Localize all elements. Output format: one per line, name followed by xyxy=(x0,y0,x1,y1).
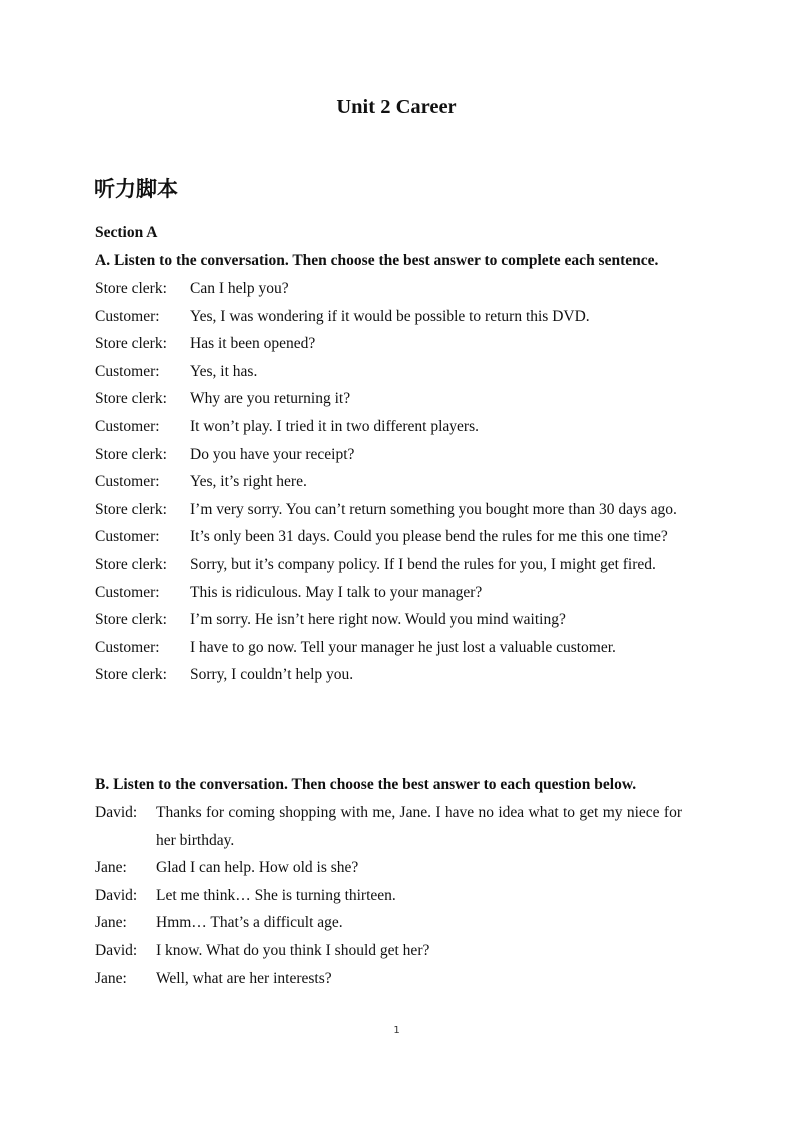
speaker-label: David: xyxy=(95,804,138,821)
dialog-line xyxy=(95,606,682,634)
dialog-line xyxy=(95,551,682,579)
utterance-text: I’m sorry. He isn’t here right now. Would you mind waiting? xyxy=(190,611,566,629)
speaker-label: Jane: xyxy=(95,914,127,932)
utterance-text: I’m very sorry. You can’t return something you bought more than 30 days ago. xyxy=(190,500,677,518)
utterance-text: It won’t play. I tried it in two different players. xyxy=(190,417,479,435)
part-b-dialog xyxy=(95,799,682,992)
speaker-label: Jane: xyxy=(95,859,127,877)
utterance-text: Sorry, but it’s company policy. If I bend the rules for you, I might get fired. xyxy=(190,555,656,573)
utterance-text: This is ridiculous. May I talk to your manager? xyxy=(190,583,483,601)
speaker-label: David: xyxy=(95,886,138,904)
dialog-line xyxy=(95,275,682,303)
dialog-line xyxy=(95,468,682,496)
dialog-line xyxy=(95,799,682,854)
speaker-label: Customer: xyxy=(95,583,160,601)
utterance-text: I have to go now. Tell your manager he just lost a valuable customer. xyxy=(190,638,616,656)
dialog-line xyxy=(95,496,682,524)
speaker-label: Customer: xyxy=(95,417,160,435)
dialog-line xyxy=(95,634,682,662)
dialog-line xyxy=(95,358,682,386)
utterance-text: Glad I can help. How old is she? xyxy=(156,859,359,877)
utterance-text: Well, what are her interests? xyxy=(156,969,332,987)
dialog-line xyxy=(95,937,682,965)
speaker-label: Store clerk: xyxy=(95,335,167,353)
speaker-label: Store clerk: xyxy=(95,500,167,518)
utterance-text: Sorry, I couldn’t help you. xyxy=(190,666,354,684)
utterance-text: Can I help you? xyxy=(190,280,289,297)
dialog-line xyxy=(95,579,682,607)
speaker-label: Customer: xyxy=(95,362,160,380)
utterance-text: Hmm… That’s a difficult age. xyxy=(156,914,343,932)
utterance-text: Has it been opened? xyxy=(190,335,316,353)
dialog-line xyxy=(95,965,682,993)
utterance-text: Do you have your receipt? xyxy=(190,445,355,463)
dialog-line xyxy=(95,661,682,689)
dialog-line xyxy=(95,854,682,882)
section-label: Section A xyxy=(95,224,158,241)
utterance-text: Thanks for coming shopping with me, Jane. I have no idea what to get my niece for her birthday. xyxy=(156,804,682,849)
speaker-label: Store clerk: xyxy=(95,280,167,297)
listening-script-heading: 听力脚本 xyxy=(94,177,178,201)
dialog-line xyxy=(95,303,682,331)
utterance-text: I know. What do you think I should get her? xyxy=(156,941,430,959)
utterance-text: Yes, it’s right here. xyxy=(190,473,307,491)
utterance-text: Let me think… She is turning thirteen. xyxy=(156,886,396,904)
utterance-text: It’s only been 31 days. Could you please bend the rules for me this one time? xyxy=(190,528,668,546)
dialog-line xyxy=(95,523,682,551)
part-b-instruction: B. Listen to the conversation. Then choose the best answer to each question below. xyxy=(95,776,637,793)
document-title: Unit 2 Career xyxy=(336,96,457,118)
utterance-text: Yes, I was wondering if it would be possible to return this DVD. xyxy=(190,307,590,325)
part-a-dialog xyxy=(95,275,682,689)
page-number: 1 xyxy=(393,1025,400,1036)
speaker-label: Store clerk: xyxy=(95,611,167,629)
dialog-line xyxy=(95,441,682,469)
dialog-line xyxy=(95,330,682,358)
speaker-label: Customer: xyxy=(95,307,160,325)
dialog-line xyxy=(95,882,682,910)
speaker-label: Store clerk: xyxy=(95,390,167,408)
speaker-label: Store clerk: xyxy=(95,555,167,573)
utterance-text: Yes, it has. xyxy=(190,362,258,380)
speaker-label: Store clerk: xyxy=(95,445,167,463)
utterance-text: Why are you returning it? xyxy=(190,390,351,408)
speaker-label: Customer: xyxy=(95,638,160,656)
part-a-instruction: A. Listen to the conversation. Then choose the best answer to complete each sentence. xyxy=(95,252,659,269)
speaker-label: Customer: xyxy=(95,473,160,491)
dialog-line xyxy=(95,413,682,441)
speaker-label: Store clerk: xyxy=(95,666,167,684)
speaker-label: David: xyxy=(95,941,138,959)
speaker-label: Jane: xyxy=(95,969,127,987)
dialog-line xyxy=(95,385,682,413)
speaker-label: Customer: xyxy=(95,528,160,546)
dialog-line xyxy=(95,909,682,937)
